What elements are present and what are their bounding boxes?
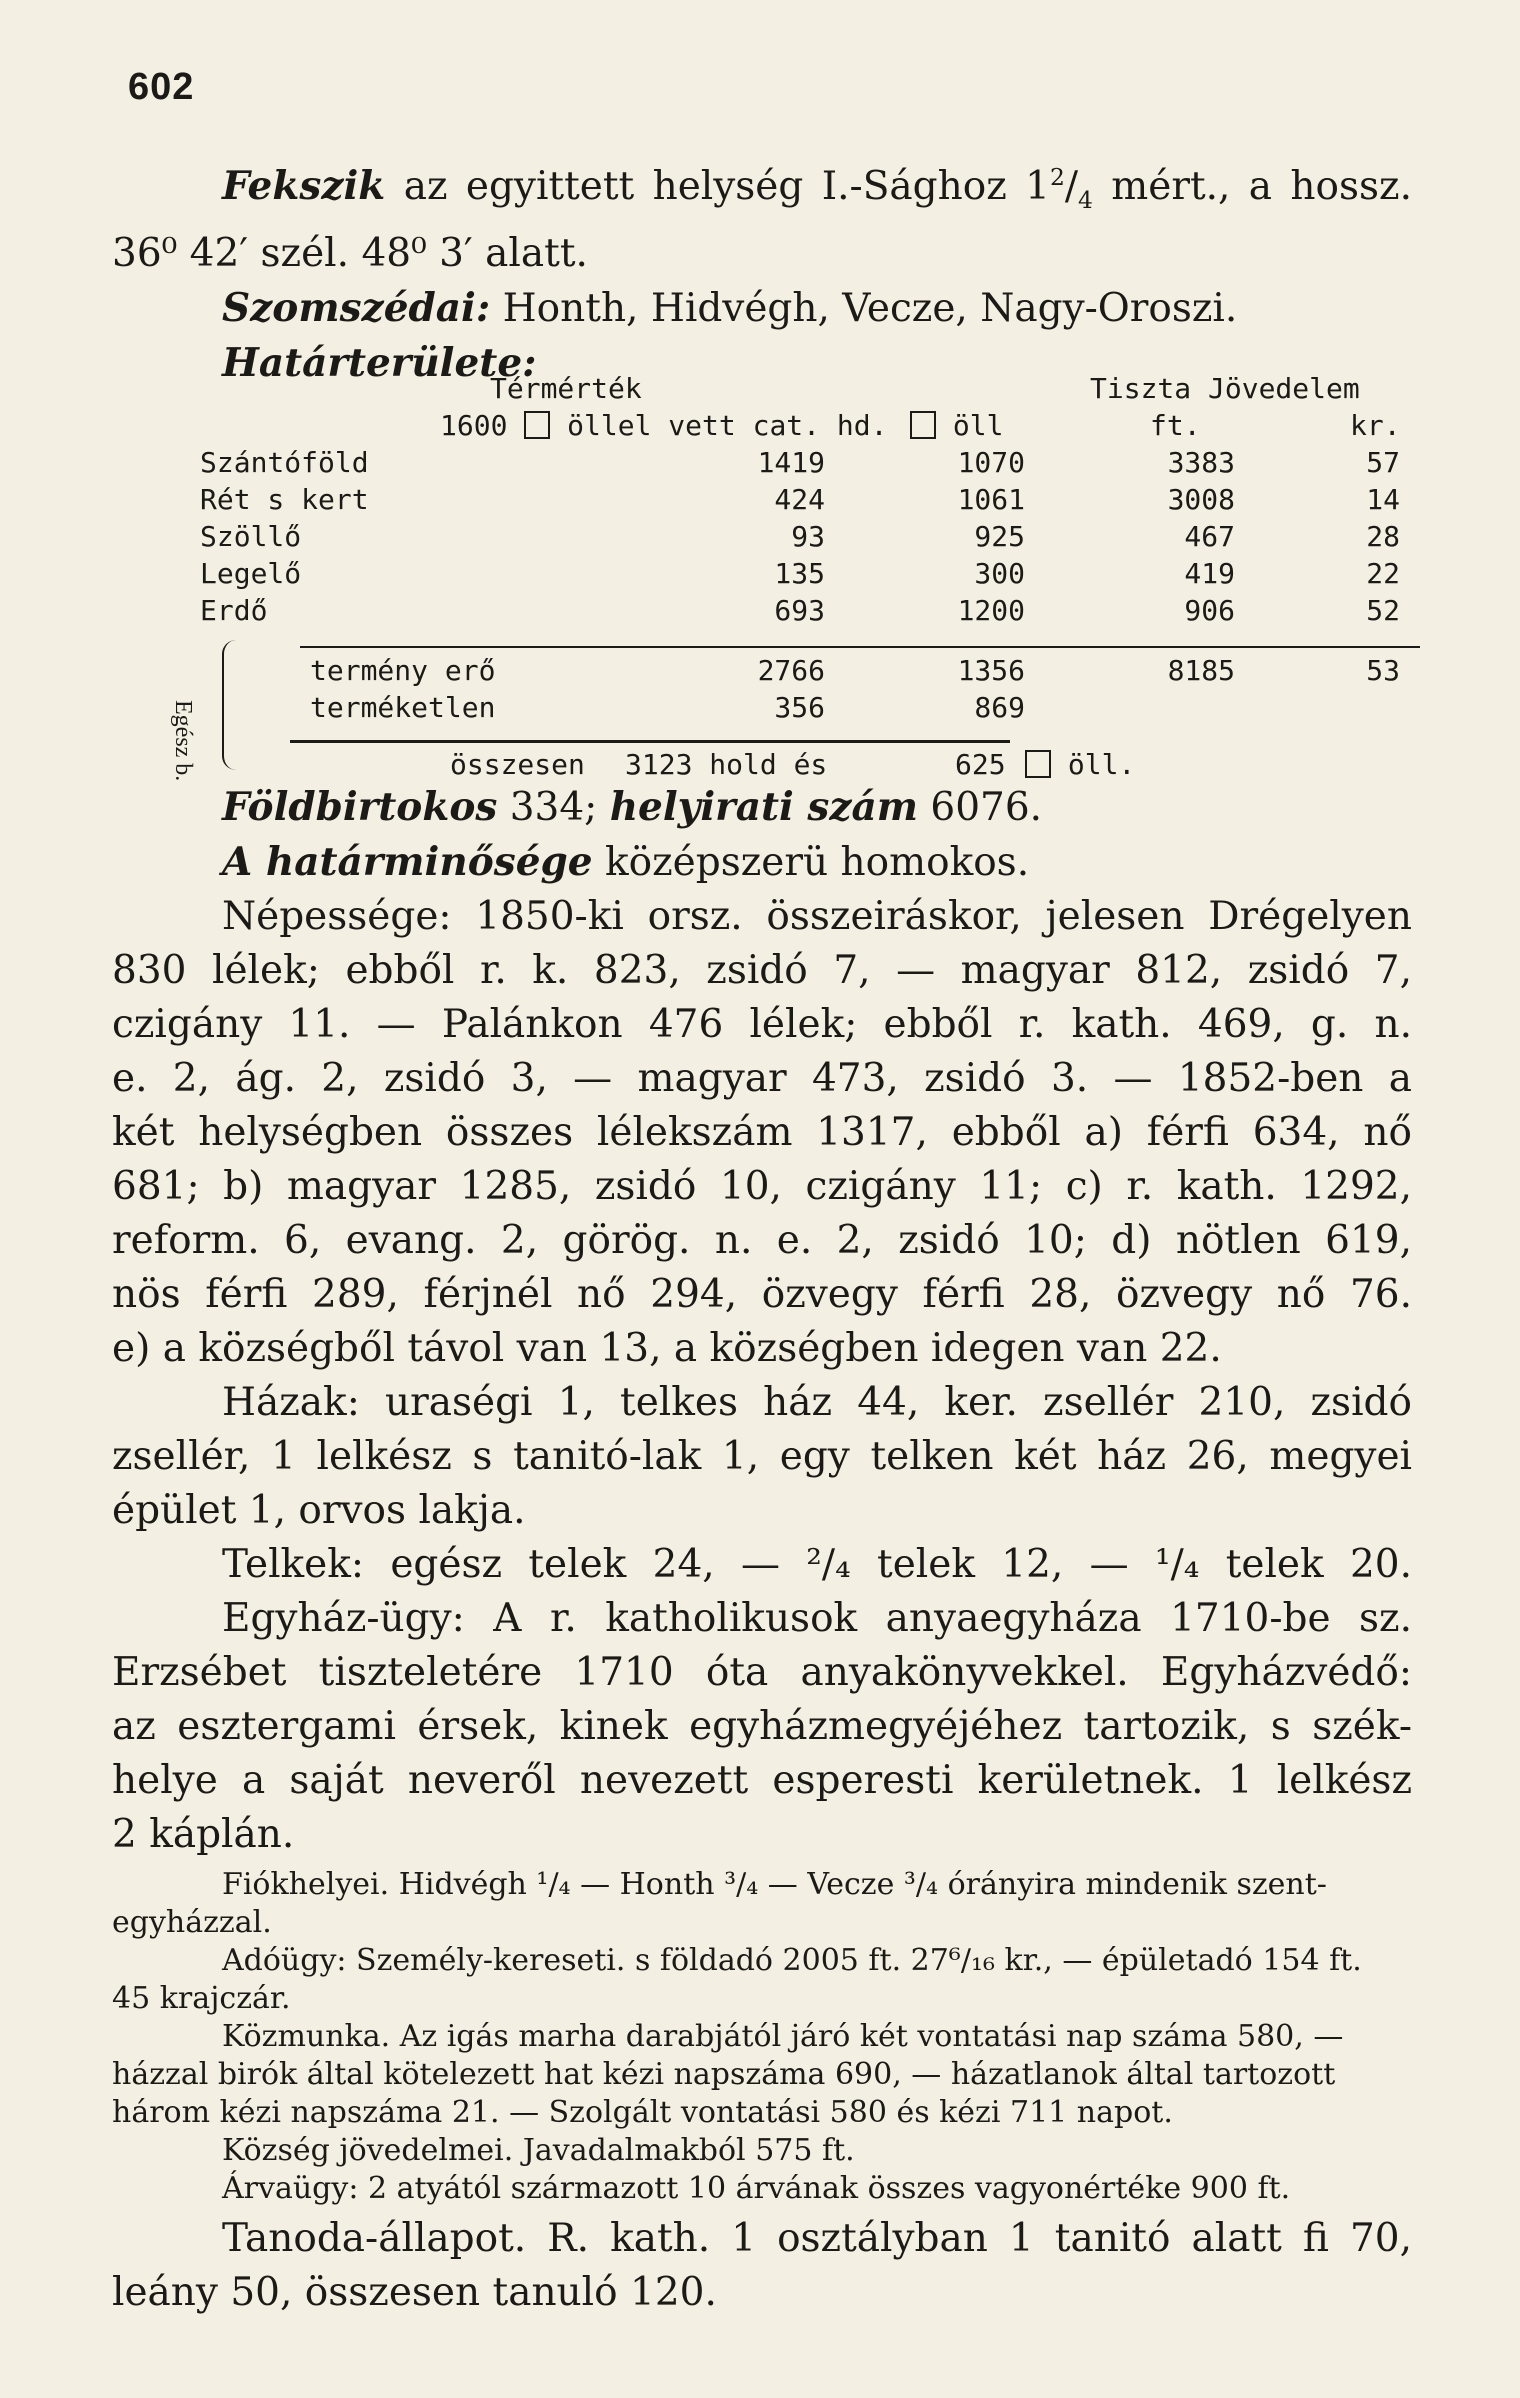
header-ft: ft. — [1150, 409, 1201, 442]
small-note-line: Fiókhelyei. Hidvégh ¹/₄ — Honth ³/₄ — Vecze ³/₄ órányira mindenik szent- — [222, 1867, 1327, 1902]
egyhaz-line: Erzsébet tiszteletére 1710 óta anyakönyvekkel. Egyházvédő: — [112, 1650, 1412, 1695]
table-row — [160, 483, 1420, 520]
label-hatarterulete: Határterülete: — [222, 339, 537, 386]
table-row — [160, 446, 1420, 483]
intro-block — [112, 150, 1412, 391]
table-cell-name: Rét s kert — [200, 483, 369, 516]
square-symbol — [524, 411, 550, 439]
small-note-line: 45 krajczár. — [112, 1981, 291, 2016]
land-table — [160, 372, 1420, 631]
small-note-line: házzal birók által kötelezett hat kézi napszáma 690, — házatlanok által tartozott — [112, 2057, 1336, 2092]
label-hatarminosege: A határminősége — [222, 839, 593, 885]
header-1600-text: 1600 — [440, 409, 508, 442]
header-1600 — [440, 409, 887, 442]
haz-line: épület 1, orvos lakja. — [112, 1488, 526, 1533]
table-cell-name: Szántóföld — [200, 446, 369, 479]
table-cell-ol: 300 — [974, 557, 1025, 590]
nepessege-paragraph — [112, 890, 1412, 1376]
table-cell-ft: 906 — [1184, 594, 1235, 627]
table-cell-hd: 2766 — [757, 654, 825, 687]
table-cell-ol: 1061 — [957, 483, 1025, 516]
nep-line: nös férfi 289, férjnél nő 294, özvegy férfi 28, özvegy nő 76. — [112, 1272, 1412, 1317]
small-note-line: Adóügy: Személy-kereseti. s földadó 2005 ft. 27⁶/₁₆ kr., — épületadó 154 ft. — [222, 1943, 1362, 1978]
square-symbol — [910, 411, 936, 439]
header-tiszta-jovedelem: Tiszta Jövedelem — [1090, 372, 1360, 405]
tanoda-line: leány 50, összesen tanuló 120. — [112, 2270, 717, 2315]
table-cell-name: terméketlen — [310, 691, 496, 724]
haz-line: zsellér, 1 lelkész s tanitó-lak 1, egy telken két ház 26, megyei — [112, 1434, 1412, 1479]
table-cell-ol: 1070 — [957, 446, 1025, 479]
egyhaz-line: helye a saját neveről nevezett esperesti kerületnek. 1 lelkész — [112, 1758, 1412, 1803]
header-cat-hd: öllel vett cat. hd. — [567, 409, 888, 442]
nep-line: két helységben összes lélekszám 1317, ebből a) férfi 634, nő — [112, 1110, 1412, 1155]
land-table-sub — [160, 654, 1420, 785]
intro-text-1: az egyittett helység I.-Sághoz 1 — [385, 164, 1050, 209]
table-cell-hd: 93 — [791, 520, 825, 553]
table-row — [160, 654, 1420, 691]
small-note-line: Község jövedelmei. Javadalmakból 575 ft. — [222, 2133, 855, 2168]
table-cell-name: Szöllő — [200, 520, 302, 553]
table-cell-kr: 57 — [1366, 446, 1400, 479]
nep-line: czigány 11. — Palánkon 476 lélek; ebből r. kath. 469, g. n. — [112, 1002, 1412, 1047]
side-label: Egész b. — [170, 700, 196, 782]
intro-text-1-end: mért., a hossz. — [1092, 164, 1412, 209]
total-hd: 3123 hold és — [625, 748, 828, 781]
small-note-line: három kézi napszáma 21. — Szolgált vontatási 580 és kézi 711 napot. — [112, 2095, 1173, 2130]
table-cell-ol: 869 — [974, 691, 1025, 724]
hazak-paragraph — [112, 1376, 1412, 1538]
total-unit-text: öll. — [1067, 748, 1136, 781]
haz-line: Házak: uraségi 1, telkes ház 44, ker. zsellér 210, zsidó — [222, 1380, 1412, 1425]
table-sub-body — [160, 654, 1420, 728]
table-cell-kr: 22 — [1366, 557, 1400, 590]
table-cell-ol: 925 — [974, 520, 1025, 553]
body-block — [112, 780, 1412, 2320]
egyhaz-paragraph — [112, 1592, 1412, 1862]
table-row — [160, 594, 1420, 631]
table-cell-kr: 52 — [1366, 594, 1400, 627]
table-cell-ft: 8185 — [1167, 654, 1235, 687]
small-notes — [112, 1866, 1412, 2208]
nep-line: e) a községből távol van 13, a községben idegen van 22. — [112, 1326, 1222, 1371]
intro-line-2: 36⁰ 42′ szél. 48⁰ 3′ alatt. — [112, 230, 588, 276]
table-cell-hd: 356 — [774, 691, 825, 724]
table-cell-hd: 424 — [774, 483, 825, 516]
header-termertek: Térmérték — [490, 372, 642, 405]
telkek-line: Telkek: egész telek 24, — ²/₄ telek 12, — ¹/₄ telek 20. — [222, 1542, 1412, 1587]
tanoda-line: Tanoda-állapot. R. kath. 1 osztályban 1 tanitó alatt fi 70, — [222, 2216, 1412, 2261]
header-kr: kr. — [1350, 409, 1401, 442]
total-ol: 625 — [955, 748, 1006, 781]
foldbirtokos-value: 334; — [497, 785, 610, 830]
hatarminosege-value: középszerü homokos. — [592, 840, 1030, 885]
table-row — [160, 691, 1420, 728]
nep-line: e. 2, ág. 2, zsidó 3, — magyar 473, zsidó 3. — 1852-ben a — [112, 1056, 1412, 1101]
page-number: 602 — [128, 66, 195, 108]
frac-den: 4 — [1078, 185, 1093, 214]
hatarminosege-line — [112, 835, 1412, 890]
table-cell-name: Erdő — [200, 594, 268, 627]
table-cell-name: termény erő — [310, 654, 496, 687]
egyhaz-line: 2 káplán. — [112, 1812, 295, 1857]
frac-num: 2 — [1049, 163, 1065, 191]
foldbirtokos-line — [112, 780, 1412, 835]
nep-line: 681; b) magyar 1285, zsidó 10, czigány 11; c) r. kath. 1292, — [112, 1164, 1412, 1209]
egyhaz-line: az esztergami érsek, kinek egyházmegyéjéhez tartozik, s szék- — [112, 1704, 1412, 1749]
table-header-2 — [160, 409, 1420, 446]
nep-line: 830 lélek; ebből r. k. 823, zsidó 7, — magyar 812, zsidó 7, — [112, 948, 1412, 993]
total-label: összesen — [450, 748, 585, 781]
label-fekszik: Fekszik — [222, 163, 386, 209]
table-cell-kr: 53 — [1366, 654, 1400, 687]
table-cell-hd: 693 — [774, 594, 825, 627]
table-cell-ol: 1356 — [957, 654, 1025, 687]
table-cell-ft: 3383 — [1167, 446, 1235, 479]
table-row — [160, 557, 1420, 594]
nep-line: reform. 6, evang. 2, görög. n. e. 2, zsidó 10; d) nötlen 619, — [112, 1218, 1412, 1263]
small-note-line: Közmunka. Az igás marha darabjától járó két vontatási nap száma 580, — — [222, 2019, 1344, 2054]
small-note-line: Árvaügy: 2 atyától származott 10 árvának összes vagyonértéke 900 ft. — [222, 2171, 1291, 2206]
table-header-1 — [160, 372, 1420, 409]
label-szomszedai: Szomszédai: — [222, 284, 491, 331]
table-cell-name: Legelő — [200, 557, 302, 590]
small-note-line: egyházzal. — [112, 1905, 272, 1940]
label-foldbirtokos: Földbirtokos — [222, 784, 498, 830]
intro-text-3: Honth, Hidvégh, Vecze, Nagy-Oroszi. — [490, 285, 1238, 331]
tanoda-paragraph — [112, 2212, 1412, 2320]
intro-line-3 — [112, 281, 1412, 336]
table-body — [160, 446, 1420, 631]
intro-line-1: Fekszik az egyittett helység I.-Sághoz $1^2/_4$ mért., a hossz. — [222, 163, 1412, 214]
table-cell-hd: 1419 — [757, 446, 825, 479]
header-oll — [910, 409, 1003, 442]
table-cell-kr: 28 — [1366, 520, 1400, 553]
table-rule-top — [300, 646, 1420, 648]
table-cell-kr: 14 — [1366, 483, 1400, 516]
square-symbol — [1025, 750, 1051, 778]
table-cell-hd: 135 — [774, 557, 825, 590]
nep-line: Népessége: 1850-ki orsz. összeiráskor, jelesen Drégelyen — [222, 894, 1412, 939]
table-cell-ol: 1200 — [957, 594, 1025, 627]
table-cell-ft: 419 — [1184, 557, 1235, 590]
label-helyirati: helyirati szám — [609, 784, 919, 830]
table-cell-ft: 3008 — [1167, 483, 1235, 516]
header-oll-text: öll — [952, 409, 1004, 442]
table-row — [160, 520, 1420, 557]
table-cell-ft: 467 — [1184, 520, 1235, 553]
total-unit — [1025, 748, 1135, 781]
helyirati-value: 6076. — [918, 785, 1043, 830]
egyhaz-line: Egyház-ügy: A r. katholikusok anyaegyháza 1710-be sz. — [222, 1596, 1412, 1641]
